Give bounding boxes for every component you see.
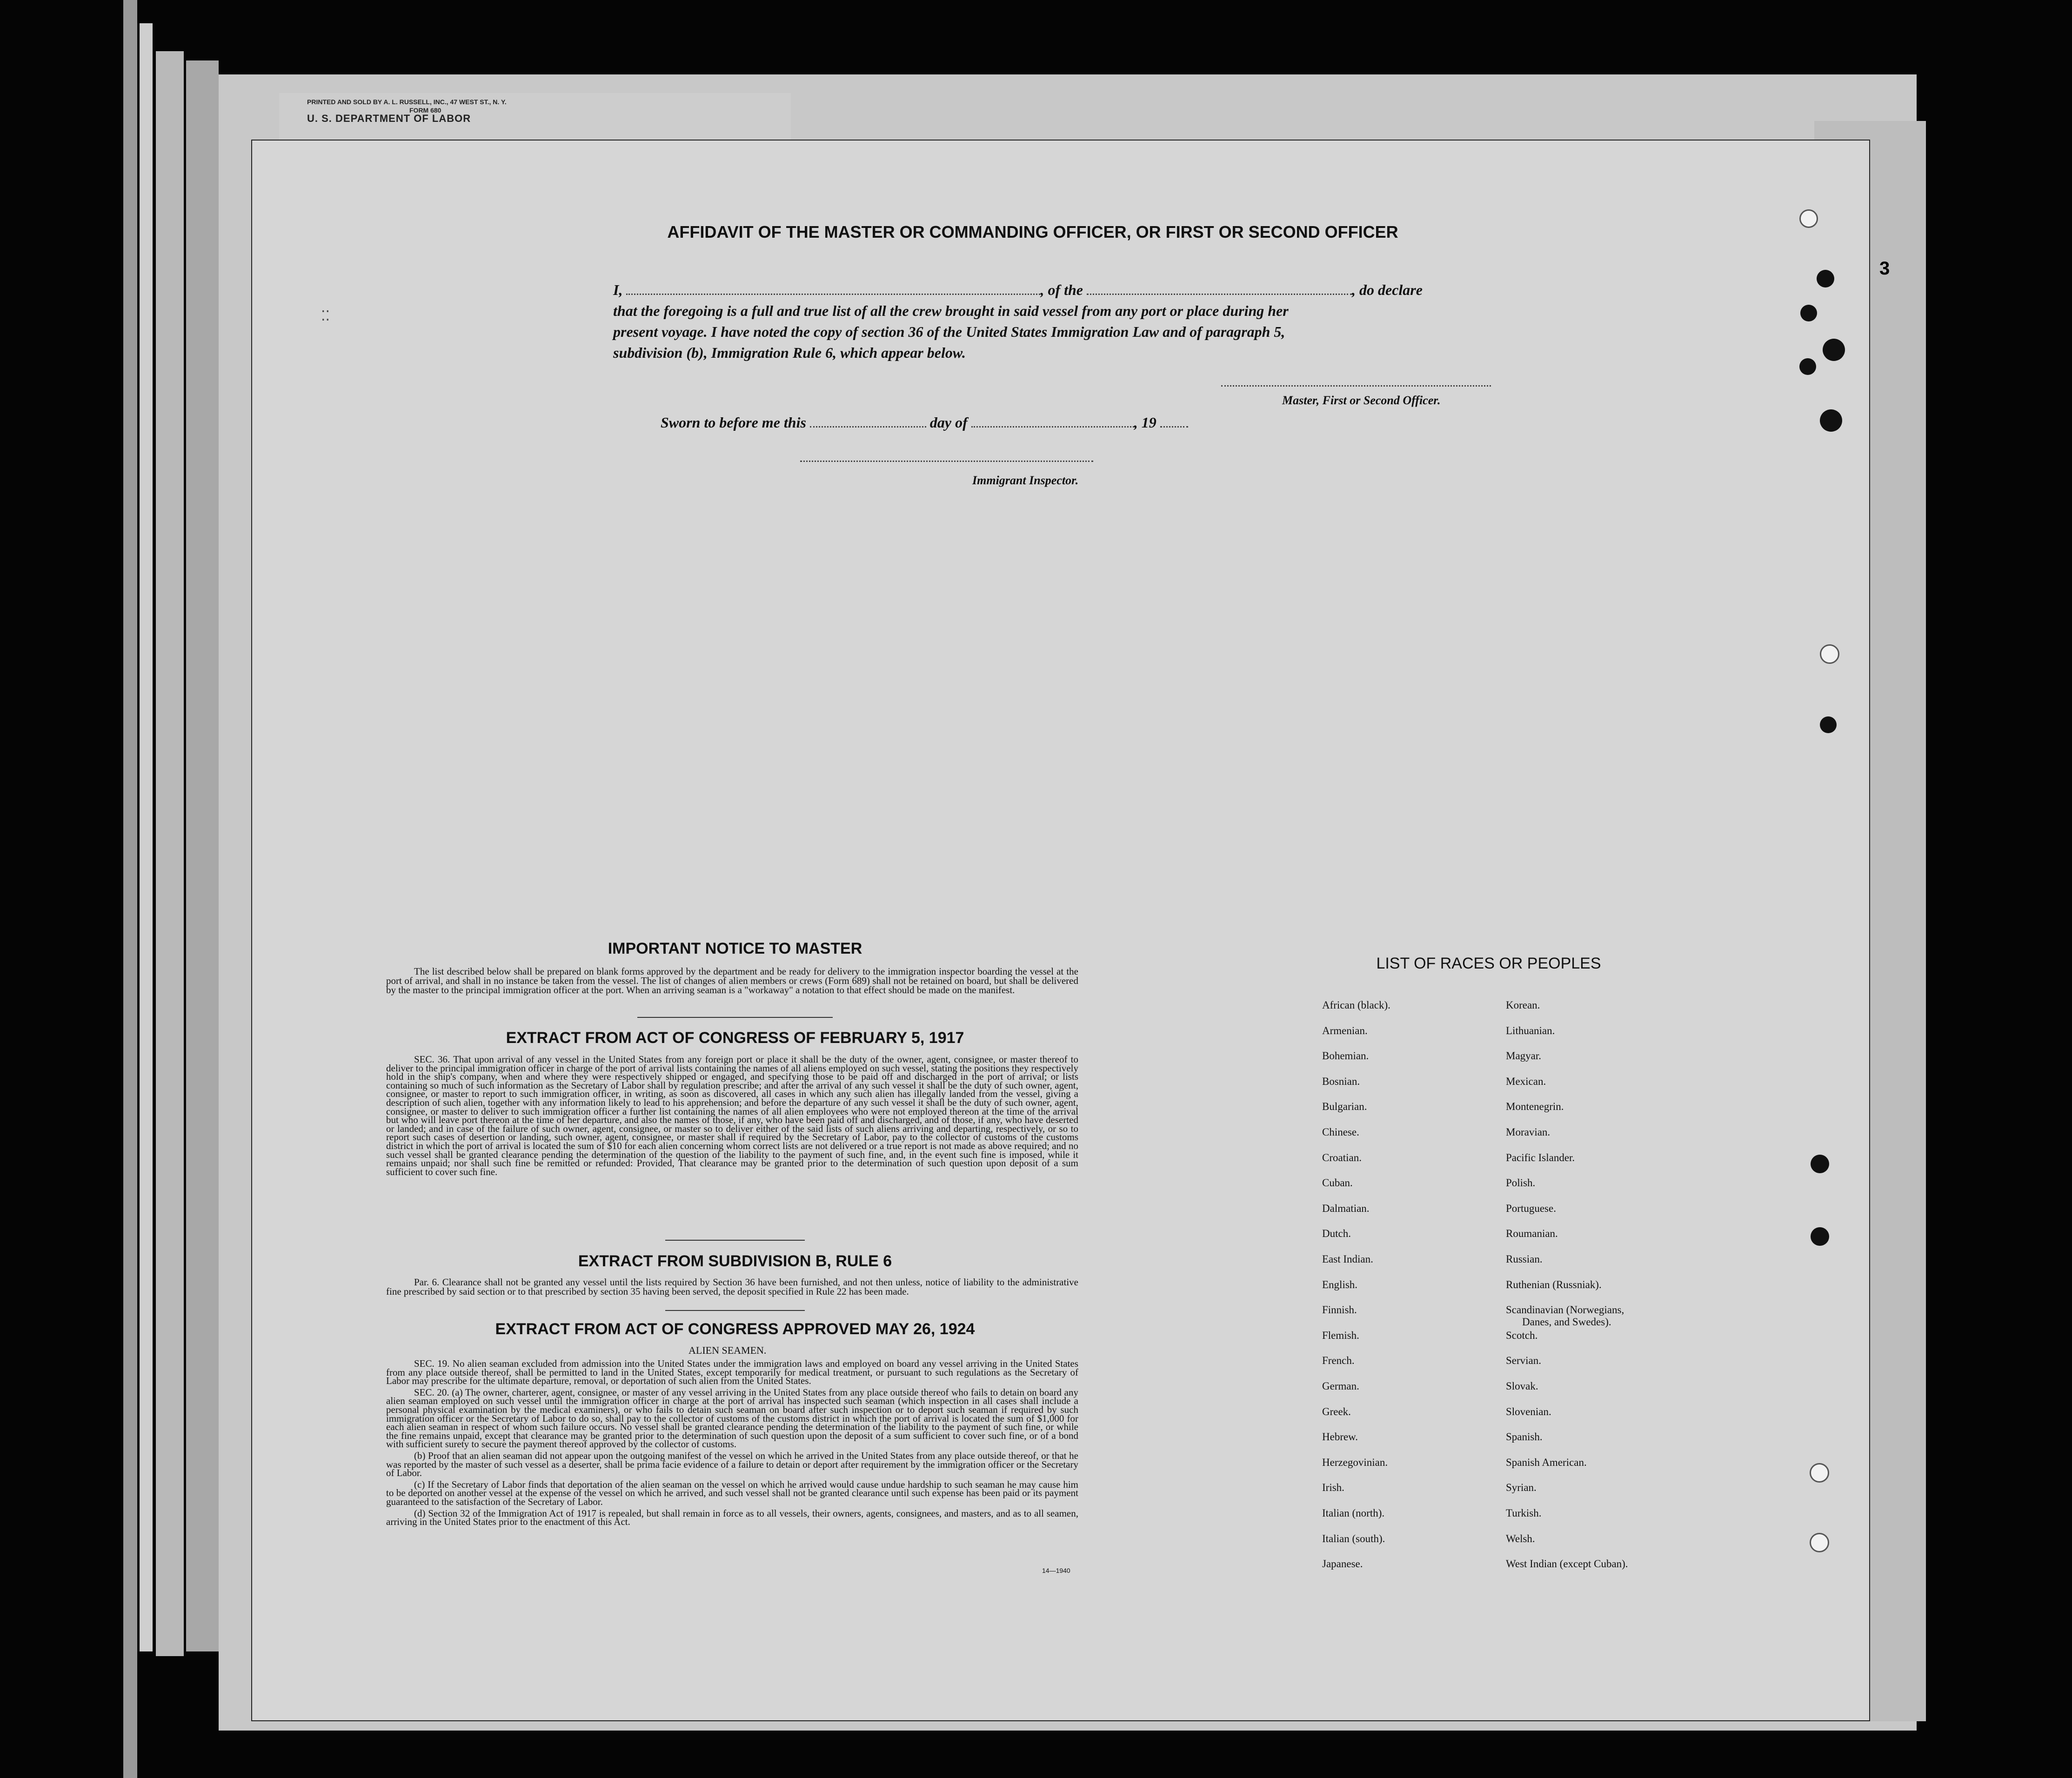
race-item: Slovak.: [1506, 1380, 1538, 1392]
punch-hole: [1817, 270, 1834, 287]
race-item: Danes, and Swedes).: [1522, 1316, 1611, 1328]
sworn-line: [661, 414, 1188, 431]
race-item: Scotch.: [1506, 1329, 1538, 1341]
race-item: English.: [1322, 1278, 1358, 1290]
race-item: Finnish.: [1322, 1304, 1357, 1316]
year-label: , 19: [1134, 414, 1156, 431]
printer-imprint: [307, 98, 507, 123]
divider: [665, 1240, 805, 1241]
day-blank: [810, 426, 926, 428]
year-blank: [1160, 426, 1188, 428]
master-signature-label: Master, First or Second Officer.: [1282, 394, 1441, 407]
punch-hole: [1799, 358, 1816, 375]
affidavit-line-3: present voyage. I have noted the copy of section 36 of the United States Immigration Law and of paragraph 5,: [613, 323, 1285, 340]
margin-mark: ⁚⁚: [321, 308, 330, 324]
race-item: Bohemian.: [1322, 1050, 1369, 1062]
affidavit-line-4: subdivision (b), Immigration Rule 6, which appear below.: [613, 344, 966, 361]
race-item: Montenegrin.: [1506, 1101, 1564, 1113]
race-item: Syrian.: [1506, 1482, 1537, 1494]
binder-edge-left: [123, 0, 137, 1778]
alien-seamen-subtitle: ALIEN SEAMEN.: [688, 1344, 767, 1356]
inspector-signature-label: Immigrant Inspector.: [972, 474, 1079, 487]
notice-paragraph: The list described below shall be prepared on blank forms approved by the department and be ready for delivery to the immigration inspector boarding the vessel at the port of arrival, and shall in no instance be taken from the vessel. The list of changes of alien members or crews (Form 689) shall not be retained on board, but shall be delivered by the master to the principal immigration officer at the port. When an arriving seaman is a "workaway" a notation to that effect should be made on the manifest.: [386, 966, 1078, 996]
rule-6-paragraph: Par. 6. Clearance shall not be granted any vessel until the lists required by Section 36 have been furnished, and not then unless, notice of liability to the administrative fine prescribed by said section or to that prescribed by section 35 having been served, the deposit specified in Rule 22 has been made.: [386, 1277, 1078, 1297]
race-item: Ruthenian (Russniak).: [1506, 1278, 1602, 1290]
race-item: Portuguese.: [1506, 1202, 1556, 1214]
race-item: Armenian.: [1322, 1024, 1368, 1036]
divider: [665, 1310, 805, 1311]
binder-edge: [140, 23, 153, 1651]
race-item: Greek.: [1322, 1405, 1351, 1417]
race-item: Welsh.: [1506, 1532, 1535, 1544]
race-item: Spanish American.: [1506, 1456, 1587, 1468]
race-item: Italian (south).: [1322, 1532, 1385, 1544]
race-item: Bulgarian.: [1322, 1101, 1367, 1113]
day-of-label: day of: [929, 414, 968, 431]
vessel-blank: [1087, 294, 1352, 295]
race-item: Japanese.: [1322, 1558, 1363, 1570]
affidavit-line-2: that the foregoing is a full and true list of all the crew brought in said vessel from any port or place during her: [613, 302, 1289, 319]
do-declare-label: , do declare: [1352, 281, 1423, 298]
race-item: Korean.: [1506, 999, 1540, 1011]
race-item: Herzegovinian.: [1322, 1456, 1388, 1468]
race-item: Scandinavian (Norwegians,: [1506, 1304, 1624, 1316]
punch-hole: [1800, 305, 1817, 321]
binder-spine-2: [186, 60, 219, 1651]
race-item: Bosnian.: [1322, 1075, 1360, 1087]
race-item: Turkish.: [1506, 1507, 1542, 1519]
punch-hole: [1823, 339, 1845, 361]
subdivision-b-title: EXTRACT FROM SUBDIVISION B, RULE 6: [578, 1252, 892, 1270]
page-number: 3: [1879, 258, 1890, 279]
race-item: Moravian.: [1506, 1126, 1551, 1138]
of-the-label: , of the: [1040, 281, 1083, 298]
race-item: Pacific Islander.: [1506, 1151, 1575, 1163]
race-item: Lithuanian.: [1506, 1024, 1555, 1036]
sworn-label: Sworn to before me this: [661, 414, 806, 431]
race-item: Servian.: [1506, 1355, 1542, 1367]
department-name: U. S. DEPARTMENT OF LABOR: [307, 113, 471, 124]
race-item: Hebrew.: [1322, 1431, 1358, 1443]
extract-1924-title: EXTRACT FROM ACT OF CONGRESS APPROVED MAY 26, 1924: [495, 1320, 975, 1338]
punch-hole: [1820, 716, 1837, 733]
affidavit-line-1: [613, 281, 1423, 299]
divider: [637, 1017, 833, 1018]
section-20d-paragraph: (d) Section 32 of the Immigration Act of 1917 is repealed, but shall remain in force as to all vessels, their owners, agents, consignees, and masters, and as to all seamen, arriving in the United States prior to the enactment of this Act.: [386, 1507, 1078, 1528]
race-item: Croatian.: [1322, 1151, 1362, 1163]
section-36-paragraph: SEC. 36. That upon arrival of any vessel in the United States from any foreign port or place it shall be the duty of the owner, agent, consignee, or master thereof to deliver to the principal immigration officer in charge of the port of arrival lists containing the names of all aliens employed on such vessel, stating the positions they respectively hold in the ship's company, when and where they were respectively shipped or engaged, and specifying those to be paid off and discharged in the port of arrival; or lists containing so much of such information as the Secretary of Labor shall by regulation prescribe; and after the arrival of any such vessel it shall be the duty of such owner, agent, consignee, or master to report to such immigration officer, in writing, as soon as discovered, all cases in which any such alien has illegally landed from the vessel, giving a description of such alien, together with any information likely to lead to his apprehension; and before the departure of any such vessel it shall be the duty of such owner, agent, consignee, or master to deliver to such immigration officer a further list containing the names of all alien employees who were not employed thereon at the time of the arrival but who will leave port thereon at the time of her departure, and also the names of those, if any, who have been paid off and discharged, and of those, if any, who have deserted or landed; and in case of the failure of such owner, agent, consignee, or master so to deliver either of the said lists of such aliens arriving and departing, respectively, or so to report such cases of desertion or landing, such owner, agent, consignee, or master shall if required by the Secretary of Labor, pay to the collector of customs of the customs district in which the port of arrival is located the sum of $10 for each alien concerning whom correct lists are not delivered or a true report is not made as above required; and no such vessel shall be granted clearance pending the determination of the question of the liability to the payment of such fine, and, in the event such fine is imposed, while it remains unpaid; nor shall such fine be remitted or refunded: Provided, That clearance may be granted prior to the determination of such question upon deposit of a sum sufficient to cover such fine.: [386, 1054, 1078, 1177]
form-number: FORM 680: [409, 107, 441, 114]
form-code: 14—1940: [1042, 1567, 1070, 1574]
races-title: LIST OF RACES OR PEOPLES: [1376, 955, 1601, 972]
race-item: Cuban.: [1322, 1177, 1353, 1189]
race-item: Chinese.: [1322, 1126, 1359, 1138]
punch-hole: [1811, 1227, 1829, 1246]
race-item: Spanish.: [1506, 1431, 1543, 1443]
extract-1924-text: [386, 1359, 1078, 1529]
punch-hole: [1811, 1155, 1829, 1173]
header-tab: [279, 93, 791, 144]
race-item: Mexican.: [1506, 1075, 1546, 1087]
punch-hole: [1820, 409, 1842, 432]
punch-hole: [1810, 1533, 1829, 1552]
race-item: East Indian.: [1322, 1253, 1373, 1265]
race-item: African (black).: [1322, 999, 1390, 1011]
extract-1917-title: EXTRACT FROM ACT OF CONGRESS OF FEBRUARY 5, 1917: [506, 1029, 964, 1047]
race-item: Dalmatian.: [1322, 1202, 1370, 1214]
notice-text: [386, 967, 1078, 997]
master-signature-line: [1221, 385, 1491, 387]
race-item: Irish.: [1322, 1482, 1344, 1494]
notice-title: IMPORTANT NOTICE TO MASTER: [608, 940, 862, 957]
race-item: Magyar.: [1506, 1050, 1542, 1062]
punch-hole: [1820, 644, 1839, 664]
section-20b-paragraph: (b) Proof that an alien seaman did not appear upon the outgoing manifest of the vessel on which he arrived in the United States from any place outside thereof, or that he was reported by the master of such vessel as a deserter, shall be prima facie evidence of a failure to detain or deport after requirement by the immigration officer or the Secretary of Labor.: [386, 1450, 1078, 1479]
race-item: Flemish.: [1322, 1329, 1359, 1341]
race-item: Slovenian.: [1506, 1405, 1551, 1417]
subdivision-b-text: [386, 1277, 1078, 1299]
race-item: Polish.: [1506, 1177, 1536, 1189]
section-20a-paragraph: SEC. 20. (a) The owner, charterer, agent, consignee, or master of any vessel arriving in the United States from any place outside thereof who fails to detain on board any alien seaman employed on such vessel until the immigration officer in charge at the port of arrival has inspected such seaman (which inspection in all cases shall include a personal physical examination by the medical examiners), or who fails to detain such seaman on board after such inspection or to deport such seaman if required by such immigration officer or the Secretary of Labor to do so, shall pay to the collector of customs of the customs district in which the port of arrival is located the sum of $1,000 for each alien seaman in respect of whom such failure occurs. No vessel shall be granted clearance pending the determination of the liability to the payment of such fine, or while the fine remains unpaid, except that clearance may be granted prior to the determination of such question upon the deposit of a sum sufficient to cover such fine, or of a bond with sufficient surety to secure the payment thereof approved by the collector of customs.: [386, 1386, 1078, 1450]
race-item: Dutch.: [1322, 1228, 1351, 1240]
race-item: West Indian (except Cuban).: [1506, 1558, 1628, 1570]
extract-1917-text: [386, 1055, 1078, 1179]
race-item: Italian (north).: [1322, 1507, 1385, 1519]
race-item: Roumanian.: [1506, 1228, 1558, 1240]
punch-hole: [1799, 209, 1818, 228]
section-20c-paragraph: (c) If the Secretary of Labor finds that deportation of the alien seaman on the vessel on which he arrived would cause undue hardship to such seaman he may cause him to be deported on another vessel at the expense of the vessel on which he arrived, and such vessel shall not be granted clearance until such expense has been paid or its payment guaranteed to the satisfaction of the Secretary of Labor.: [386, 1478, 1078, 1507]
printer-line: PRINTED AND SOLD BY A. L. RUSSELL, INC., 47 WEST ST., N. Y.: [307, 98, 507, 106]
name-blank: [626, 294, 1040, 295]
race-item: German.: [1322, 1380, 1359, 1392]
section-19-paragraph: SEC. 19. No alien seaman excluded from admission into the United States under the immigration laws and employed on board any vessel arriving in the United States from any place outside thereof, shall be permitted to land in the United States, except temporarily for medical treatment, or pursuant to such regulations as the Secretary of Labor may prescribe for the ultimate departure, removal, or deportation of such alien from the United States.: [386, 1358, 1078, 1387]
affidavit-title: AFFIDAVIT OF THE MASTER OR COMMANDING OFFICER, OR FIRST OR SECOND OFFICER: [667, 222, 1398, 241]
affidavit-i: I,: [613, 281, 623, 298]
inspector-signature-line: [800, 461, 1093, 462]
race-item: Russian.: [1506, 1253, 1543, 1265]
binder-spine: [156, 51, 184, 1656]
race-item: French.: [1322, 1355, 1355, 1367]
punch-hole: [1810, 1463, 1829, 1483]
month-blank: [971, 426, 1134, 428]
